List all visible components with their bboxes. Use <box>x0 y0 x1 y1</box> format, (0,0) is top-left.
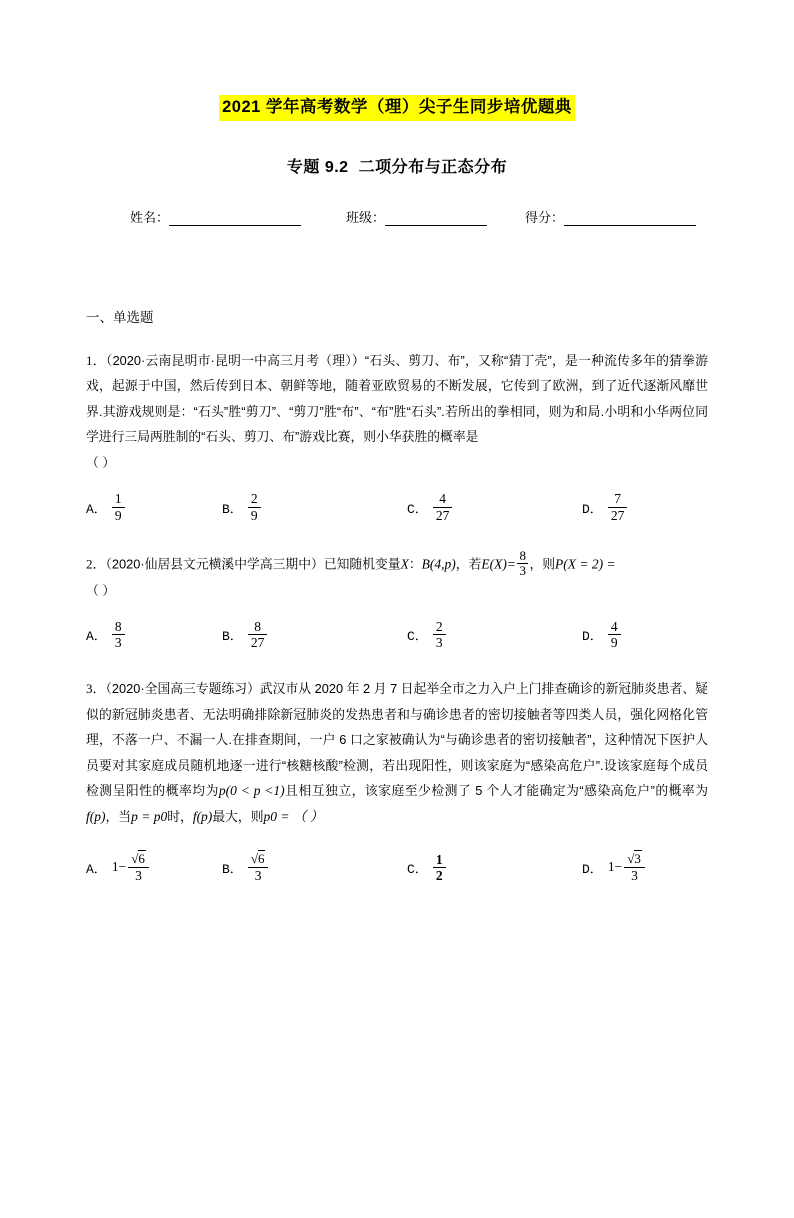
option-b-label: B． <box>222 501 243 517</box>
question-3-option-b[interactable] <box>222 851 407 883</box>
question-3-math-fp-2: f(p) <box>192 808 213 824</box>
class-field[interactable] <box>346 207 487 226</box>
question-2-text <box>86 549 708 578</box>
name-label: 姓名： <box>130 209 170 225</box>
option-b-denominator: 27 <box>248 634 268 650</box>
question-1-option-c[interactable] <box>407 491 582 522</box>
option-a-radical: √6 <box>131 851 145 867</box>
option-a-label: A． <box>86 861 107 877</box>
option-c-numerator: 1 <box>435 851 443 867</box>
option-c-numerator: 2 <box>435 619 443 635</box>
question-2-option-d[interactable] <box>582 619 722 650</box>
question-3-text <box>86 676 708 829</box>
question-3-math-fp: f(p) <box>86 808 106 824</box>
option-b-value <box>248 619 268 650</box>
option-c-denominator: 27 <box>433 507 453 523</box>
question-2-options <box>0 619 794 650</box>
option-b-radical: √6 <box>250 851 265 867</box>
expectation-numerator: 8 <box>519 547 526 563</box>
option-a-denominator: 9 <box>112 507 125 523</box>
question-2-option-a[interactable] <box>86 619 222 650</box>
question-3-option-a[interactable] <box>86 851 222 883</box>
option-c-value <box>433 619 446 650</box>
option-d-numerator: 4 <box>610 619 618 635</box>
name-blank-line[interactable] <box>169 212 301 226</box>
option-d-label: D． <box>582 629 603 645</box>
question-3 <box>0 676 794 829</box>
option-d-label: D． <box>582 861 603 877</box>
option-d-denominator: 9 <box>608 634 621 650</box>
score-blank-line[interactable] <box>564 212 696 226</box>
option-a-numerator: 8 <box>114 619 122 635</box>
question-2-random-variable: X <box>400 555 409 571</box>
question-3-math-p-range: p(0 < p <1) <box>218 783 285 799</box>
question-1-source: （2020·云南昆明市·昆明一中高三月考（理）） <box>105 352 365 368</box>
option-d-value <box>624 851 645 883</box>
score-field[interactable] <box>525 207 696 226</box>
option-c-denominator: 2 <box>433 867 446 883</box>
option-d-denominator: 27 <box>608 507 628 523</box>
question-3-math-p-equals-p0: p = p0 <box>131 808 168 824</box>
option-a-denominator: 3 <box>128 867 149 883</box>
option-c-denominator: 3 <box>433 634 446 650</box>
option-c-value <box>433 852 446 883</box>
section-heading-single-choice: 一、单选题 <box>86 309 154 325</box>
question-2-answer-blank[interactable]: （ ） <box>86 582 116 598</box>
option-d-value <box>608 491 628 522</box>
question-1-option-d[interactable] <box>582 491 722 522</box>
question-3-answer-blank[interactable]: p0 = （ ） <box>263 808 324 824</box>
question-1-options <box>0 491 794 522</box>
option-b-numerator: 8 <box>254 619 261 635</box>
option-d-radicand: 3 <box>634 851 641 867</box>
question-2-probability: P(X = 2) = <box>555 555 616 571</box>
option-c-label: C． <box>407 501 428 517</box>
question-2-colon: ： <box>408 555 422 571</box>
option-c-numerator: 4 <box>439 491 446 507</box>
option-a-value <box>112 491 125 522</box>
question-3-stem-1: 武汉市从 2020 年 2 月 7 日起举全市之力入户上门排查确诊的新冠肺炎患者、疑似的新冠肺炎患者、无法明确排除新冠肺炎的发热患者和与确诊患者的密切接触者等四类人员，强化网格化管理，不落一户、不漏一人.在排查期间，一户 6 口之家被确认为“与确诊患者的密切接触者”，这种情况下医护人员要对其家庭成员随机地逐一进行“核糖核酸”检测，若出现阳性，则该家庭为“感染高危户”.设该家庭每个成员检测呈阳性的概率均为 <box>86 681 708 799</box>
question-3-options <box>0 851 794 883</box>
option-a-value <box>112 619 125 650</box>
expectation-denominator: 3 <box>519 562 526 578</box>
question-1-text <box>86 348 708 450</box>
option-b-value <box>248 851 269 883</box>
question-3-source: （2020·全国高三专题练习） <box>105 681 260 697</box>
question-2-distribution: B(4,p) <box>421 555 456 571</box>
question-3-stem-3: ，当 <box>105 808 132 824</box>
option-c-value <box>433 491 453 522</box>
question-2-number: 2． <box>86 555 106 571</box>
question-1-option-a[interactable] <box>86 491 222 522</box>
question-2-expectation-value <box>517 549 528 578</box>
question-2-stem-c: ，则 <box>529 555 556 571</box>
question-2-option-c[interactable] <box>407 619 582 650</box>
question-3-stem-5: 最大，则 <box>212 808 264 824</box>
option-b-radicand: 6 <box>257 851 265 867</box>
option-a-label: A． <box>86 629 107 645</box>
option-b-numerator: 2 <box>250 491 258 507</box>
document-page <box>0 95 794 1218</box>
subtitle-topic-number: 专题 9.2 <box>286 158 349 176</box>
option-d-label: D． <box>582 501 603 517</box>
question-3-number: 3． <box>86 681 106 697</box>
class-label: 班级： <box>346 209 386 225</box>
option-a-numerator: 1 <box>114 491 122 507</box>
question-2 <box>0 549 794 604</box>
option-d-radical: √3 <box>627 851 641 867</box>
document-title-container <box>0 95 794 121</box>
option-a-label: A． <box>86 501 107 517</box>
question-2-option-b[interactable] <box>222 619 407 650</box>
name-field[interactable] <box>130 207 301 226</box>
question-2-stem-a: 已知随机变量 <box>323 555 401 571</box>
option-a-value <box>128 851 149 883</box>
question-3-option-c[interactable] <box>407 852 582 883</box>
question-3-stem-4: 时， <box>167 808 193 824</box>
option-d-lead: 1− <box>607 859 623 875</box>
option-b-value <box>248 491 261 522</box>
question-2-stem-b: ，若 <box>455 555 482 571</box>
document-title: 2021 学年高考数学（理）尖子生同步培优题典 <box>219 95 575 121</box>
option-b-label: B． <box>222 861 243 877</box>
option-a-radicand: 6 <box>138 851 145 867</box>
option-d-denominator: 3 <box>624 867 645 883</box>
question-1-stem: “石头、剪刀、布”，又称“猜丁壳”，是一种流传多年的猜拳游戏，起源于中国，然后传到日本、朝鲜等地，随着亚欧贸易的不断发展，它传到了欧洲，到了近代逐渐风靡世界.其游戏规则是：“石头”胜“剪刀”、“剪刀”胜“布”、“布”胜“石头”.若所出的拳相同，则为和局.小明和小华两位同学进行三局两胜制的“石头、剪刀、布”游戏比赛，则小华获胜的概率是 <box>86 352 709 445</box>
question-2-expectation: E(X)= <box>481 555 516 571</box>
identity-row <box>0 207 794 226</box>
option-b-label: B． <box>222 629 243 645</box>
question-1-answer-blank[interactable]: （ ） <box>86 454 116 470</box>
question-1-option-b[interactable] <box>222 491 407 522</box>
option-c-label: C． <box>407 861 428 877</box>
question-3-stem-2: 且相互独立，该家庭至少检测了 5 个人才能确定为“感染高危户”的概率为 <box>284 783 708 799</box>
subtitle-topic-name: 二项分布与正态分布 <box>358 158 508 176</box>
question-1 <box>0 348 794 476</box>
option-a-denominator: 3 <box>112 634 125 650</box>
class-blank-line[interactable] <box>385 212 487 226</box>
option-b-denominator: 3 <box>248 867 269 883</box>
document-subtitle <box>0 154 794 177</box>
option-d-value <box>608 619 621 650</box>
option-a-lead: 1− <box>111 859 127 875</box>
option-c-label: C． <box>407 629 428 645</box>
question-3-option-d[interactable] <box>582 851 722 883</box>
score-label: 得分： <box>525 209 565 225</box>
question-1-number: 1． <box>86 352 106 368</box>
question-2-source: （2020·仙居县文元横溪中学高三期中） <box>105 555 324 571</box>
option-b-denominator: 9 <box>248 507 261 523</box>
option-d-numerator: 7 <box>614 491 621 507</box>
